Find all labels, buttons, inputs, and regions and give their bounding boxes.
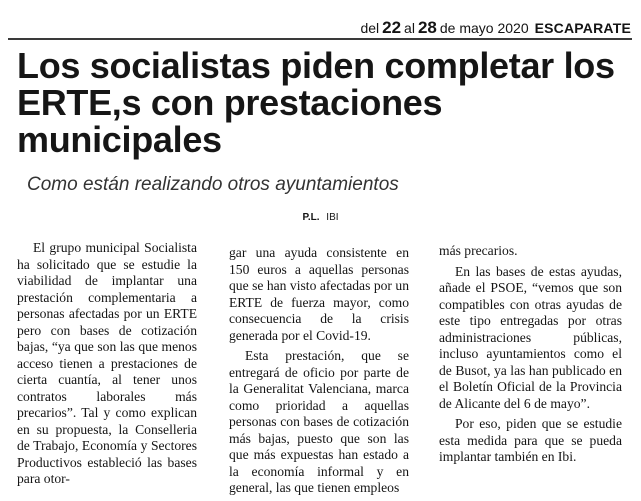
body-column-2 [229,245,409,497]
section-name: ESCAPARATE [534,20,631,36]
paragraph: Por eso, piden que se estudie esta medida para que se pueda implantar también en Ibi. [439,416,622,464]
byline-place: IBI [326,212,339,223]
header-rule [8,38,632,40]
date-prefix: del [360,20,380,36]
paragraph: El grupo municipal Socialista ha solicitado que se estudie la viabilidad de implantar una prestación complementaria a personas afectadas por un ERTE pero con bases de cotización bajas, “ya que son las que menos acceso tienen a prestaciones de cierta cuantía, al tener unos contratos laborales más precarios”. Tal y como explican en su propuesta, la Conselleria de Trabajo, Economía y Sectores Productivos estableció las bases para otor- [17,240,197,486]
body-column-1 [17,240,197,488]
date-month-year: de mayo 2020 [439,20,529,36]
date-day-from: 22 [382,18,402,37]
byline-author: P.L. [302,212,320,223]
date-mid: al [404,20,415,36]
byline [0,212,641,223]
paragraph: gar una ayuda consistente en 150 euros a aquellas personas que se han visto afectadas por un ERTE de fuerza mayor, como consecuencia de la crisis generada por el Covid-19. [229,245,409,343]
body-column-3 [439,243,622,466]
paragraph: Esta prestación, que se entregará de oficio por parte de la Generalitat Valenciana, marca como prioridad a aquellas personas con bases de cotización más bajas, puesto que son las que más expuestas han estado a la economía informal y en general, las que tienen empleos [229,348,409,495]
headline: Los socialistas piden completar los ERTE,s con prestaciones municipales [17,45,615,160]
paragraph: En las bases de estas ayudas, añade el PSOE, “vemos que son compatibles con otras ayudas de este tipo entregadas por otras administraciones públicas, incluso ayuntamientos como el de Busot, ya las han publicado en el Boletín Oficial de la Provincia de Alicante del 6 de mayo”. [439,263,622,411]
issue-date-header [360,18,631,38]
paragraph: más precarios. [439,243,518,258]
subtitle: Como están realizando otros ayuntamientos [27,174,399,195]
date-day-to: 28 [417,18,437,37]
